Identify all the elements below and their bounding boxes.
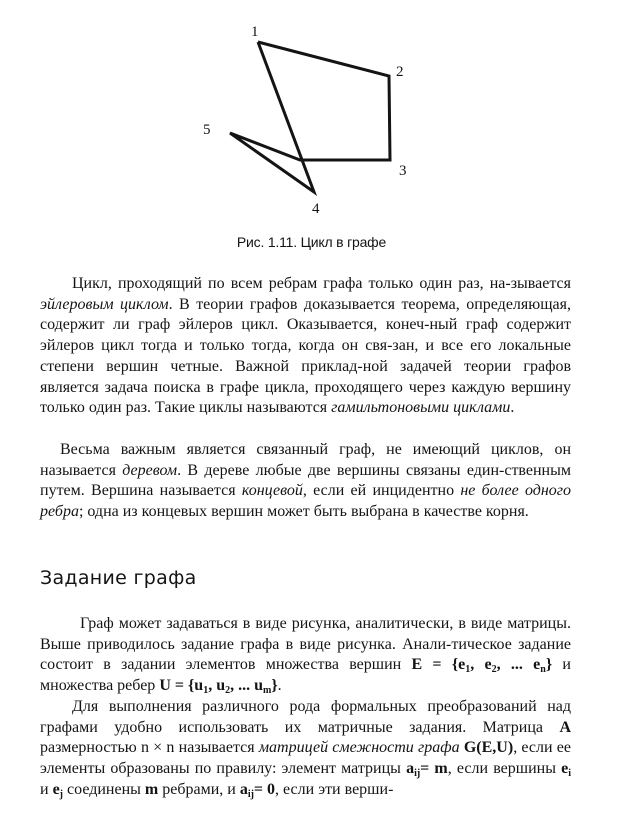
section-heading: Задание графа [40,567,197,589]
paragraph-tree: Весьма важным является связанный граф, не имеющий циклов, он называется деревом. В дереве любые две вершины связаны един-ственным путем. Вершина называется концевой, если ей инцидентно не более одного ребра; одна из концевых вершин может быть выбрана в качестве корня. [40,441,572,521]
formula-vertex-set: $E = \{e_1$, $e_2$, ... $e_n$} [411,656,553,676]
term-euler-cycle: эйлеровым циклом [40,295,169,313]
term-tree: деревом [122,461,178,479]
paragraph-adjacency-matrix: Для выполнения различного рода формальных преобразований над графами удобно использовать их матричные задания. Матрица A размерностью n × n называется матрицей смежности графа G(E,U), если ее элементы образованы по правилу: элемент матрицы $a_{ij}= m$, если вершины $e_i$ и $e_j$ соединены m ребрами, и $a_{ij}= 0$, если эти верши- [40,698,571,800]
paragraph-graph-definition: Граф может задаваться в виде рисунка, аналитически, в виде матрицы. Выше приводилось задание графа в виде рисунка. Анали-тическое задание состоит в задании элементов множества вершин $E = \{e_1$, $e_2$, ... $e_n$} и множества ребер $U = \{u_1$, $u_2$, ... $u_m$}. [40,615,571,697]
figure-caption: Рис. 1.11. Цикл в графе [236,234,387,250]
formula-edge-set: $U = \{u_1$, $u_2$, ... $u_m$} [159,677,278,697]
vertex-label-4: 4 [312,201,320,217]
graph-cycle-figure [0,0,623,230]
vertex-label-1: 1 [251,24,259,40]
term-at-most-one-edge: не более одного ребра [40,482,572,521]
paragraph-euler-cycle: Цикл, проходящий по всем ребрам графа только один раз, на-зывается эйлеровым циклом. В теории графов доказывается теорема, определяющая, содержит ли граф эйлеров цикл. Оказывается, конеч-ный граф содержит эйлеров цикл тогда и только тогда, когда он свя-зан, и все его локальные степени вершин четные. Важной приклад-ной задачей теории графов является задача поиска в графе цикла, проходящего через каждую вершину только один раз. Такие циклы называются гамильтоновыми циклами. [40,275,571,417]
vertex-label-2: 2 [396,64,404,80]
term-hamiltonian-cycles: гамильтоновыми циклами [331,399,511,417]
vertex-label-5: 5 [203,122,211,138]
graph-cycle-edges [230,42,390,192]
term-terminal-vertex: концевой [241,482,303,500]
term-adjacency-matrix: матрицей смежности графа [258,739,460,757]
vertex-label-3: 3 [399,163,407,179]
